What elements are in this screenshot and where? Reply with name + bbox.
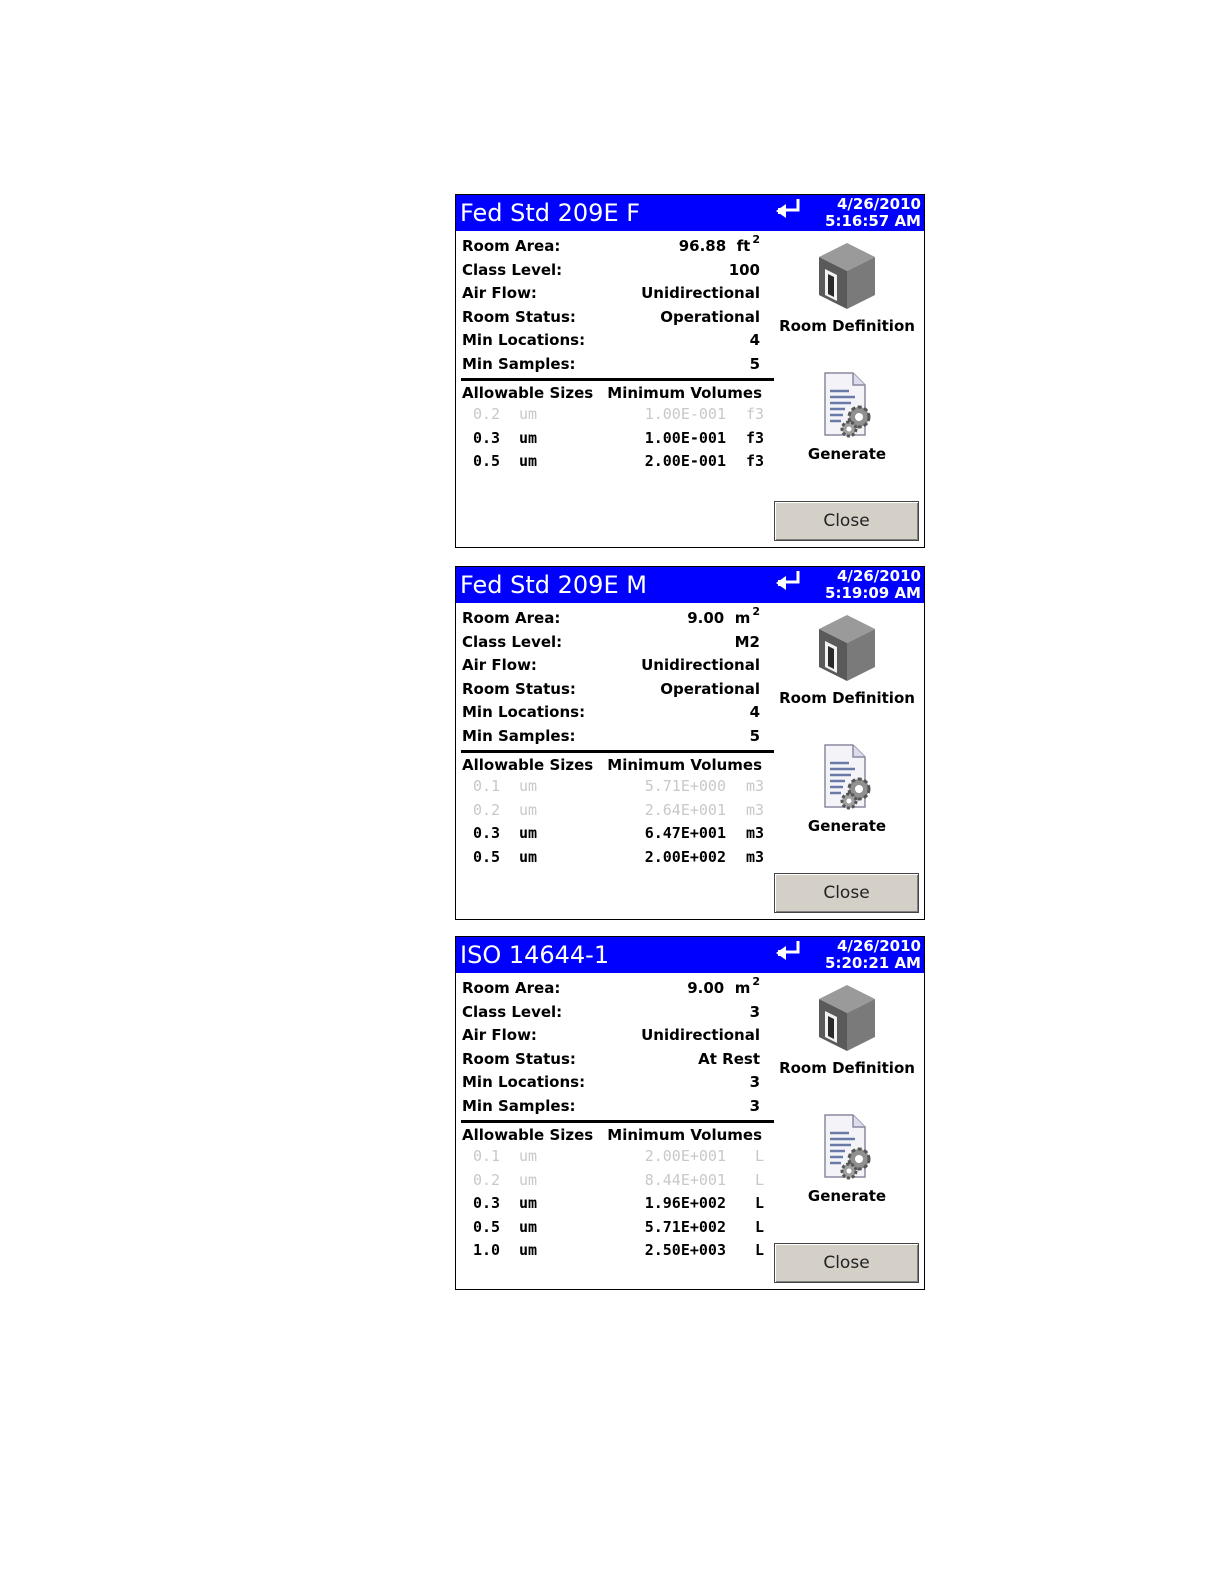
size-row[interactable]: 0.3 um 6.47E+001 m3 (473, 824, 764, 842)
info-row-min-locations: Min Locations: 4 (462, 331, 760, 349)
size-row[interactable]: 0.3 um 1.96E+002 L (473, 1194, 764, 1212)
size-row: 0.2 um 1.00E-001 f3 (473, 405, 764, 423)
title-bar (456, 195, 924, 231)
enter-arrow-icon[interactable] (774, 939, 804, 965)
datetime (825, 938, 921, 972)
generate-button[interactable] (774, 1113, 920, 1205)
datetime (825, 196, 921, 230)
minimum-volumes-header: Minimum Volumes (607, 384, 762, 402)
sizes-header (462, 755, 768, 775)
room-cube-icon (815, 613, 879, 685)
generate-button[interactable] (774, 743, 920, 835)
info-row-air-flow: Air Flow: Unidirectional (462, 656, 760, 674)
time-text: 5:16:57 AM (825, 212, 921, 230)
sizes-table (462, 383, 768, 474)
allowable-sizes-header: Allowable Sizes (462, 756, 594, 774)
divider (461, 1120, 774, 1123)
info-row-air-flow: Air Flow: Unidirectional (462, 1026, 760, 1044)
enter-arrow-icon[interactable] (774, 197, 804, 223)
enter-arrow-icon[interactable] (774, 569, 804, 595)
size-row[interactable]: 0.3 um 1.00E-001 f3 (473, 428, 764, 447)
info-row-min-locations: Min Locations: 4 (462, 703, 760, 721)
room-cube-icon (815, 241, 879, 313)
screen-iso-14644-1 (455, 936, 925, 1290)
date-text: 4/26/2010 (836, 937, 921, 955)
generate-label: Generate (807, 1187, 887, 1205)
allowable-sizes-header: Allowable Sizes (462, 1126, 594, 1144)
room-area-label: Room Area: (462, 609, 561, 627)
close-button[interactable]: Close (774, 1243, 919, 1283)
time-text: 5:19:09 AM (825, 584, 921, 602)
time-text: 5:20:21 AM (825, 954, 921, 972)
document-gear-icon (815, 371, 879, 441)
info-row-class-level: Class Level: 100 (462, 260, 760, 279)
room-definition-label: Room Definition (779, 317, 915, 335)
document-gear-icon (815, 743, 879, 813)
info-row-room-status: Room Status: At Rest (462, 1049, 760, 1068)
size-row: 0.2 um 2.64E+001 m3 (473, 800, 764, 819)
title-bar (456, 567, 924, 603)
info-row-min-samples: Min Samples: 3 (462, 1096, 760, 1115)
room-info (462, 977, 760, 1118)
sizes-table (462, 1125, 768, 1263)
room-cube-icon (815, 983, 879, 1055)
size-row: 0.1 um 5.71E+000 m3 (473, 777, 764, 795)
room-info (462, 235, 760, 376)
info-row-room-status: Room Status: Operational (462, 679, 760, 698)
info-row-air-flow: Air Flow: Unidirectional (462, 284, 760, 302)
size-row[interactable]: 1.0 um 2.50E+003 L (473, 1241, 764, 1259)
divider (461, 378, 774, 381)
info-row-room-area (462, 235, 760, 259)
screen-fed-std-209e-m (455, 566, 925, 920)
divider (461, 750, 774, 753)
window-title: Fed Std 209E M (460, 571, 647, 599)
datetime (825, 568, 921, 602)
allowable-sizes-header: Allowable Sizes (462, 384, 594, 402)
room-area-value: 9.00 m $^2$ (687, 975, 760, 997)
window-title: ISO 14644-1 (460, 941, 610, 969)
date-text: 4/26/2010 (836, 195, 921, 213)
room-definition-label: Room Definition (779, 1059, 915, 1077)
info-row-room-area (462, 607, 760, 631)
close-button[interactable]: Close (774, 501, 919, 541)
minimum-volumes-header: Minimum Volumes (607, 756, 762, 774)
size-row[interactable]: 0.5 um 2.00E-001 f3 (473, 452, 764, 470)
date-text: 4/26/2010 (836, 567, 921, 585)
room-area-label: Room Area: (462, 979, 561, 997)
room-definition-button[interactable] (774, 983, 920, 1077)
window-title: Fed Std 209E F (460, 199, 641, 227)
size-row[interactable]: 0.5 um 5.71E+002 L (473, 1217, 764, 1236)
minimum-volumes-header: Minimum Volumes (607, 1126, 762, 1144)
room-area-value: 9.00 m $^2$ (687, 605, 760, 627)
room-definition-button[interactable] (774, 241, 920, 335)
sizes-table (462, 755, 768, 869)
title-bar (456, 937, 924, 973)
info-row-min-locations: Min Locations: 3 (462, 1073, 760, 1091)
room-definition-button[interactable] (774, 613, 920, 707)
size-row: 0.1 um 2.00E+001 L (473, 1147, 764, 1165)
info-row-class-level: Class Level: M2 (462, 632, 760, 651)
sizes-header (462, 1125, 768, 1145)
generate-label: Generate (807, 817, 887, 835)
info-row-min-samples: Min Samples: 5 (462, 354, 760, 373)
sizes-header (462, 383, 768, 403)
close-button[interactable]: Close (774, 873, 919, 913)
generate-button[interactable] (774, 371, 920, 463)
size-row[interactable]: 0.5 um 2.00E+002 m3 (473, 847, 764, 866)
size-row: 0.2 um 8.44E+001 L (473, 1170, 764, 1189)
room-info (462, 607, 760, 748)
info-row-class-level: Class Level: 3 (462, 1002, 760, 1021)
room-definition-label: Room Definition (779, 689, 915, 707)
room-area-label: Room Area: (462, 237, 561, 255)
info-row-room-status: Room Status: Operational (462, 307, 760, 326)
generate-label: Generate (807, 445, 887, 463)
room-area-value: 96.88 ft $^2$ (678, 233, 760, 255)
info-row-min-samples: Min Samples: 5 (462, 726, 760, 745)
info-row-room-area (462, 977, 760, 1001)
screen-fed-std-209e-f (455, 194, 925, 548)
document-gear-icon (815, 1113, 879, 1183)
